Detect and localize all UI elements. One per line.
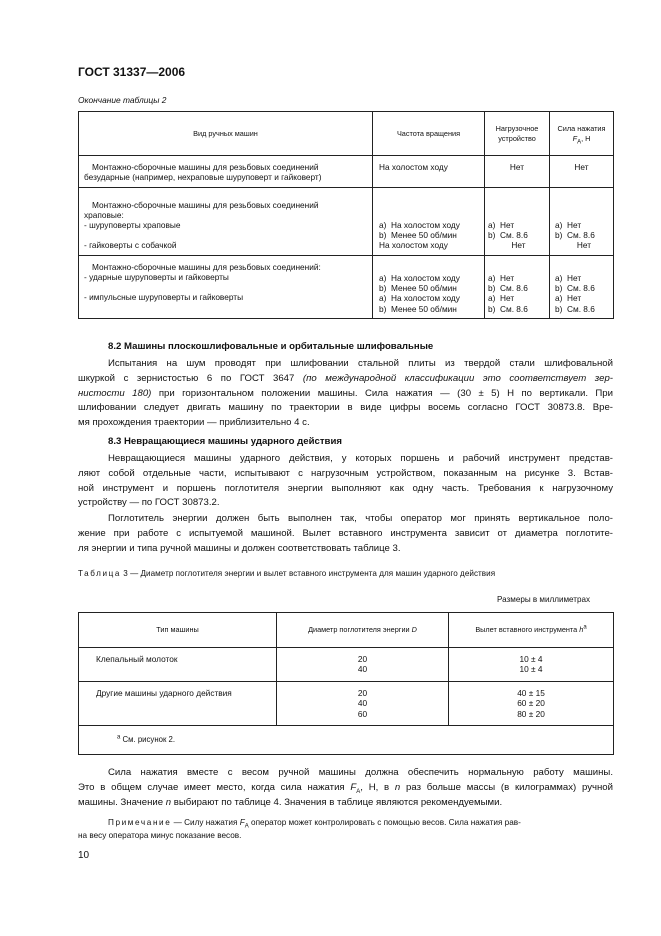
table2-cell-type: Монтажно-сборочные машины для резьбовых соединений безударные (например, нехраповые шуруповерт и гайковерт)	[79, 156, 373, 188]
table3-cell-diameter: 20 40 60	[277, 681, 449, 725]
table3-cell-length: 40 ± 15 60 ± 20 80 ± 20	[449, 681, 614, 725]
closing-paragraph: Сила нажатия вместе с весом ручной машины должна обеспечить нормальную работу машины. Это в общем случае имеет место, когда сила нажатия $F_A$, Н, в n раз больше массы (в килограммах) ручной машины. Значение n выбирают по таблице 4. Значения в таблице являются рекомендуемыми.	[78, 767, 613, 808]
table3-cell-diameter: 20 40	[277, 648, 449, 682]
table2-cell-speed: а) На холостом ходу b) Менее 50 об/мин а) На холостом ходу b) Менее 50 об/мин	[373, 255, 485, 318]
table2-cell-load: а) Нет b) См. 8.6 Нет	[485, 187, 550, 255]
table2-header-type: Вид ручных машин	[79, 112, 373, 156]
table3-cell-type: Другие машины ударного действия	[79, 681, 277, 725]
section-8-3-paragraph-2: Поглотитель энергии должен быть выполнен так, чтобы оператор мог принять вертикальное поло- жение при работе с испытуемой машиной. Вылет вставного инструмента зависит от диаметра поглотите- ля энергии и типа ручной машины и должен соответствовать таблице 3.	[78, 513, 613, 554]
table2-cell-load: а) Нет b) См. 8.6 а) Нет b) См. 8.6	[485, 255, 550, 318]
table2-cell-force: а) Нет b) См. 8.6 Нет	[550, 187, 614, 255]
table-row	[79, 648, 614, 682]
table3-units: Размеры в миллиметрах	[497, 595, 591, 604]
table3-footnote: $^а$ См. рисунок 2.	[79, 726, 614, 755]
section-8-3-paragraph-1: Невращающиеся машины ударного действия, у которых поршень и рабочий инструмент представ- ляют собой отдельные части, испытывают с нагрузочным устройством, показанным на рисунке 3. Встав- ной инструмент и поршень поглотителя энергии выполняют как одну часть. Требования к нагрузочному устройству — по ГОСТ 30873.2.	[78, 453, 613, 509]
table3	[78, 612, 614, 755]
table3-header-length: Вылет вставного инструмента $h^а$	[449, 613, 614, 648]
page-number: 10	[78, 850, 90, 861]
table3-cell-type: Клепальный молоток	[79, 648, 277, 682]
table2-header-load: Нагрузочное устройство	[485, 112, 550, 156]
table-row	[79, 156, 614, 188]
table-row	[79, 187, 614, 255]
table3-footnote-row	[79, 726, 614, 755]
table3-header-row	[79, 613, 614, 648]
table2-cell-speed: На холостом ходу	[373, 156, 485, 188]
table3-caption: Таблица 3 — Диаметр поглотителя энергии и вылет вставного инструмента для машин ударного действия	[78, 569, 496, 578]
table2-header-speed: Частота вращения	[373, 112, 485, 156]
table2-cell-speed: а) На холостом ходу b) Менее 50 об/мин На холостом ходу	[373, 187, 485, 255]
table2-cell-type: Монтажно-сборочные машины для резьбовых соединений храповые: - шуруповерты храповые - гайковерты с собачкой	[79, 187, 373, 255]
table2-header-force: Сила нажатия $F_A$, Н	[550, 112, 614, 156]
section-8-2-heading: 8.2 Машины плоскошлифовальные и орбитальные шлифовальные	[108, 341, 434, 352]
table3-header-diameter: Диаметр поглотителя энергии D	[277, 613, 449, 648]
note: Примечание — Силу нажатия $F_A$ оператор может контролировать с помощью весов. Сила нажатия рав- на весу оператора минус показание весов.	[78, 818, 521, 840]
table2-cell-type: Монтажно-сборочные машины для резьбовых соединений: - ударные шуруповерты и гайковерты - импульсные шуруповерты и гайковерты	[79, 255, 373, 318]
table2-header-row	[79, 112, 614, 156]
table-row	[79, 681, 614, 725]
table3-header-type: Тип машины	[79, 613, 277, 648]
document-header: ГОСТ 31337—2006	[78, 65, 186, 79]
table2-continuation-label: Окончание таблицы 2	[78, 95, 167, 105]
table3-cell-length: 10 ± 4 10 ± 4	[449, 648, 614, 682]
table2	[78, 111, 614, 319]
table-row	[79, 255, 614, 318]
section-8-2-paragraph: Испытания на шум проводят при шлифовании стальной плиты из твердой стали шлифовальной шкуркой с зернистостью 6 по ГОСТ 3647 (по международной классификации это соответствует зер- нистости 180) при горизонтальном положении машины. Сила нажатия — (30 ± 5) Н по вертикали. При шлифовании следует двигать машину по траектории в виде цифры восемь согласно ГОСТ 30873.8. Вре- мя прохождения траектории — приблизительно 4 с.	[78, 358, 614, 429]
table2-cell-load: Нет	[485, 156, 550, 188]
table2-cell-force: Нет	[550, 156, 614, 188]
section-8-3-heading: 8.3 Невращающиеся машины ударного действия	[108, 436, 342, 447]
table2-cell-force: а) Нет b) См. 8.6 а) Нет b) См. 8.6	[550, 255, 614, 318]
